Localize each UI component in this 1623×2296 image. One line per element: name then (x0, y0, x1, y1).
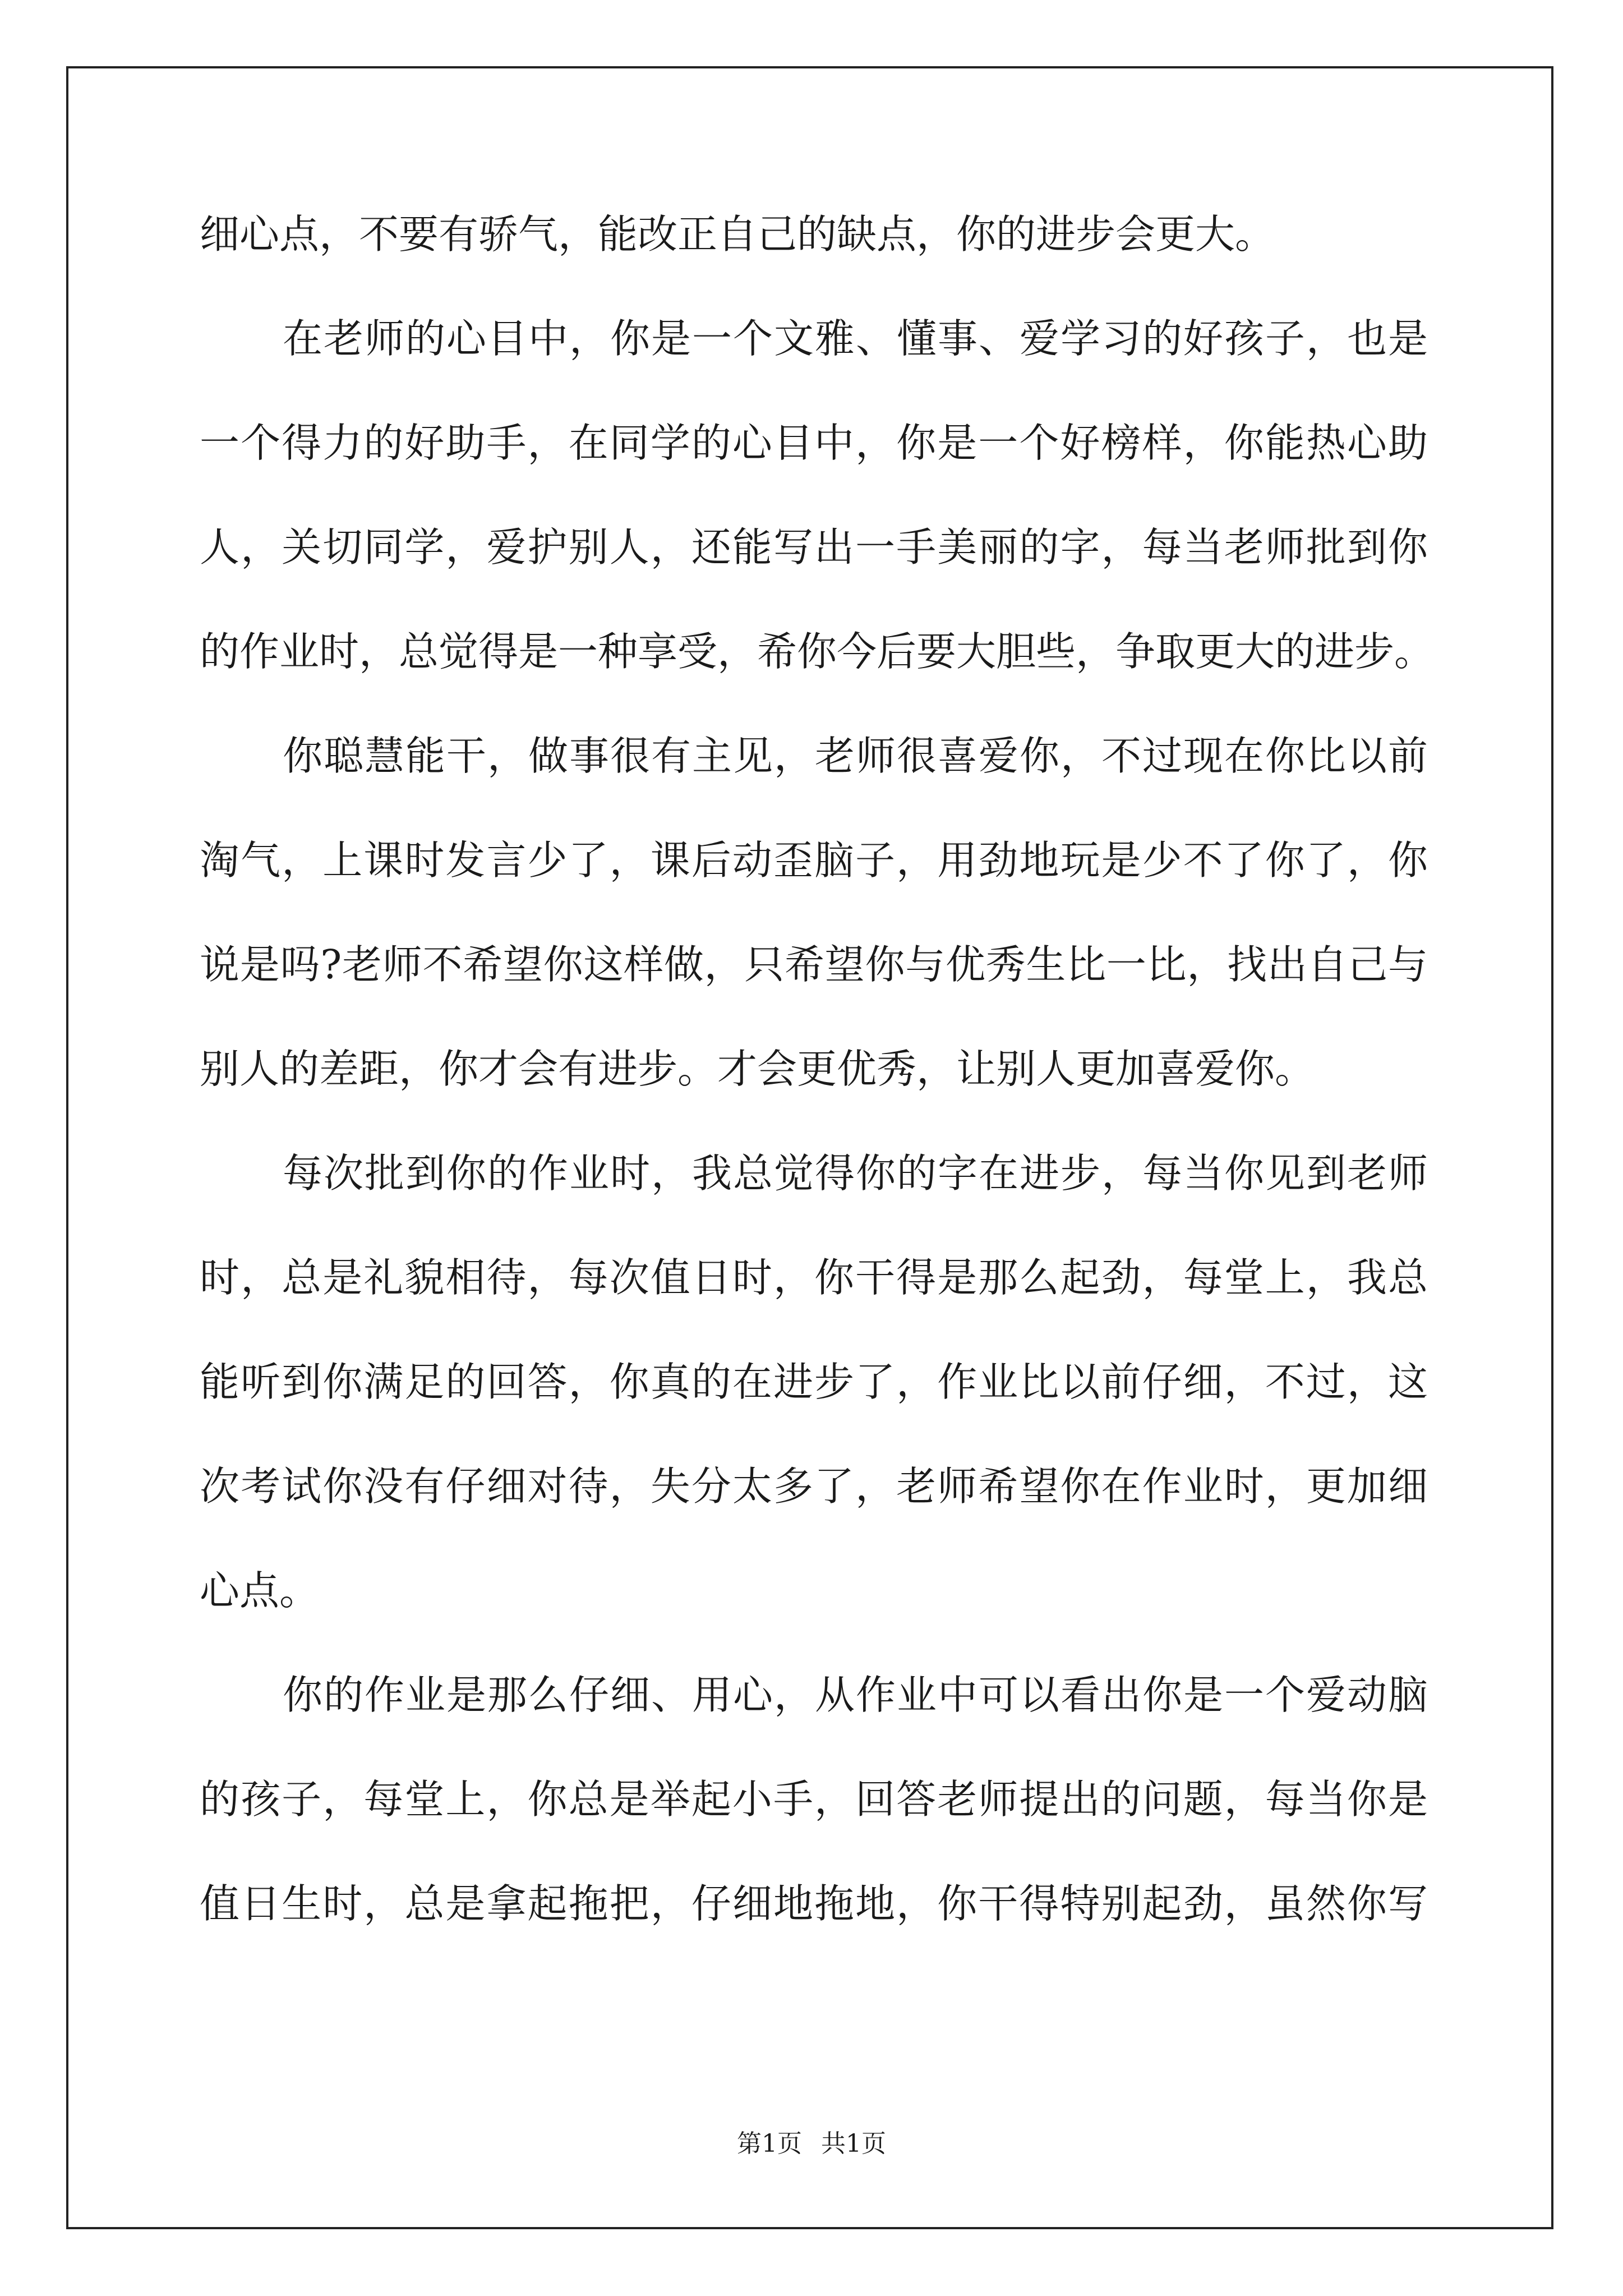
text-line: 在老师的心目中，你是一个文雅、懂事、爱学习的好孩子，也是 (283, 315, 1428, 362)
text-line: 每次批到你的作业时，我总觉得你的字在进步，每当你见到老师 (283, 1150, 1428, 1197)
text-line: 人，关切同学，爱护别人，还能写出一手美丽的字，每当老师批到你 (200, 524, 1428, 570)
text-line: 时，总是礼貌相待，每次值日时，你干得是那么起劲，每堂上，我总 (200, 1254, 1428, 1301)
page-total: 共1页 (821, 2129, 886, 2158)
text-line: 的作业时，总觉得是一种享受，希你今后要大胆些，争取更大的进步。 (200, 628, 1435, 675)
text-line: 的孩子，每堂上，你总是举起小手，回答老师提出的问题，每当你是 (200, 1776, 1428, 1823)
text-line: 能听到你满足的回答，你真的在进步了，作业比以前仔细，不过，这 (200, 1359, 1428, 1405)
text-line: 值日生时，总是拿起拖把，仔细地拖地，你干得特别起劲，虽然你写 (200, 1880, 1428, 1927)
text-line: 说是吗?老师不希望你这样做，只希望你与优秀生比一比，找出自己与 (200, 941, 1428, 988)
text-line: 别人的差距，你才会有进步。才会更优秀，让别人更加喜爱你。 (200, 1046, 1315, 1092)
text-line: 你聪慧能干，做事很有主见，老师很喜爱你，不过现在你比以前 (283, 733, 1428, 779)
text-line: 细心点，不要有骄气，能改正自己的缺点，你的进步会更大。 (200, 211, 1275, 257)
page-footer (0, 2127, 1623, 2161)
text-line: 心点。 (200, 1567, 320, 1614)
page-number: 第1页 (737, 2129, 802, 2158)
text-line: 次考试你没有仔细对待，失分太多了，老师希望你在作业时，更加细 (200, 1463, 1428, 1510)
text-line: 淘气，上课时发言少了，课后动歪脑子，用劲地玩是少不了你了，你 (200, 837, 1428, 884)
text-line: 你的作业是那么仔细、用心，从作业中可以看出你是一个爱动脑 (283, 1672, 1428, 1718)
text-line: 一个得力的好助手，在同学的心目中，你是一个好榜样，你能热心助 (200, 420, 1428, 466)
